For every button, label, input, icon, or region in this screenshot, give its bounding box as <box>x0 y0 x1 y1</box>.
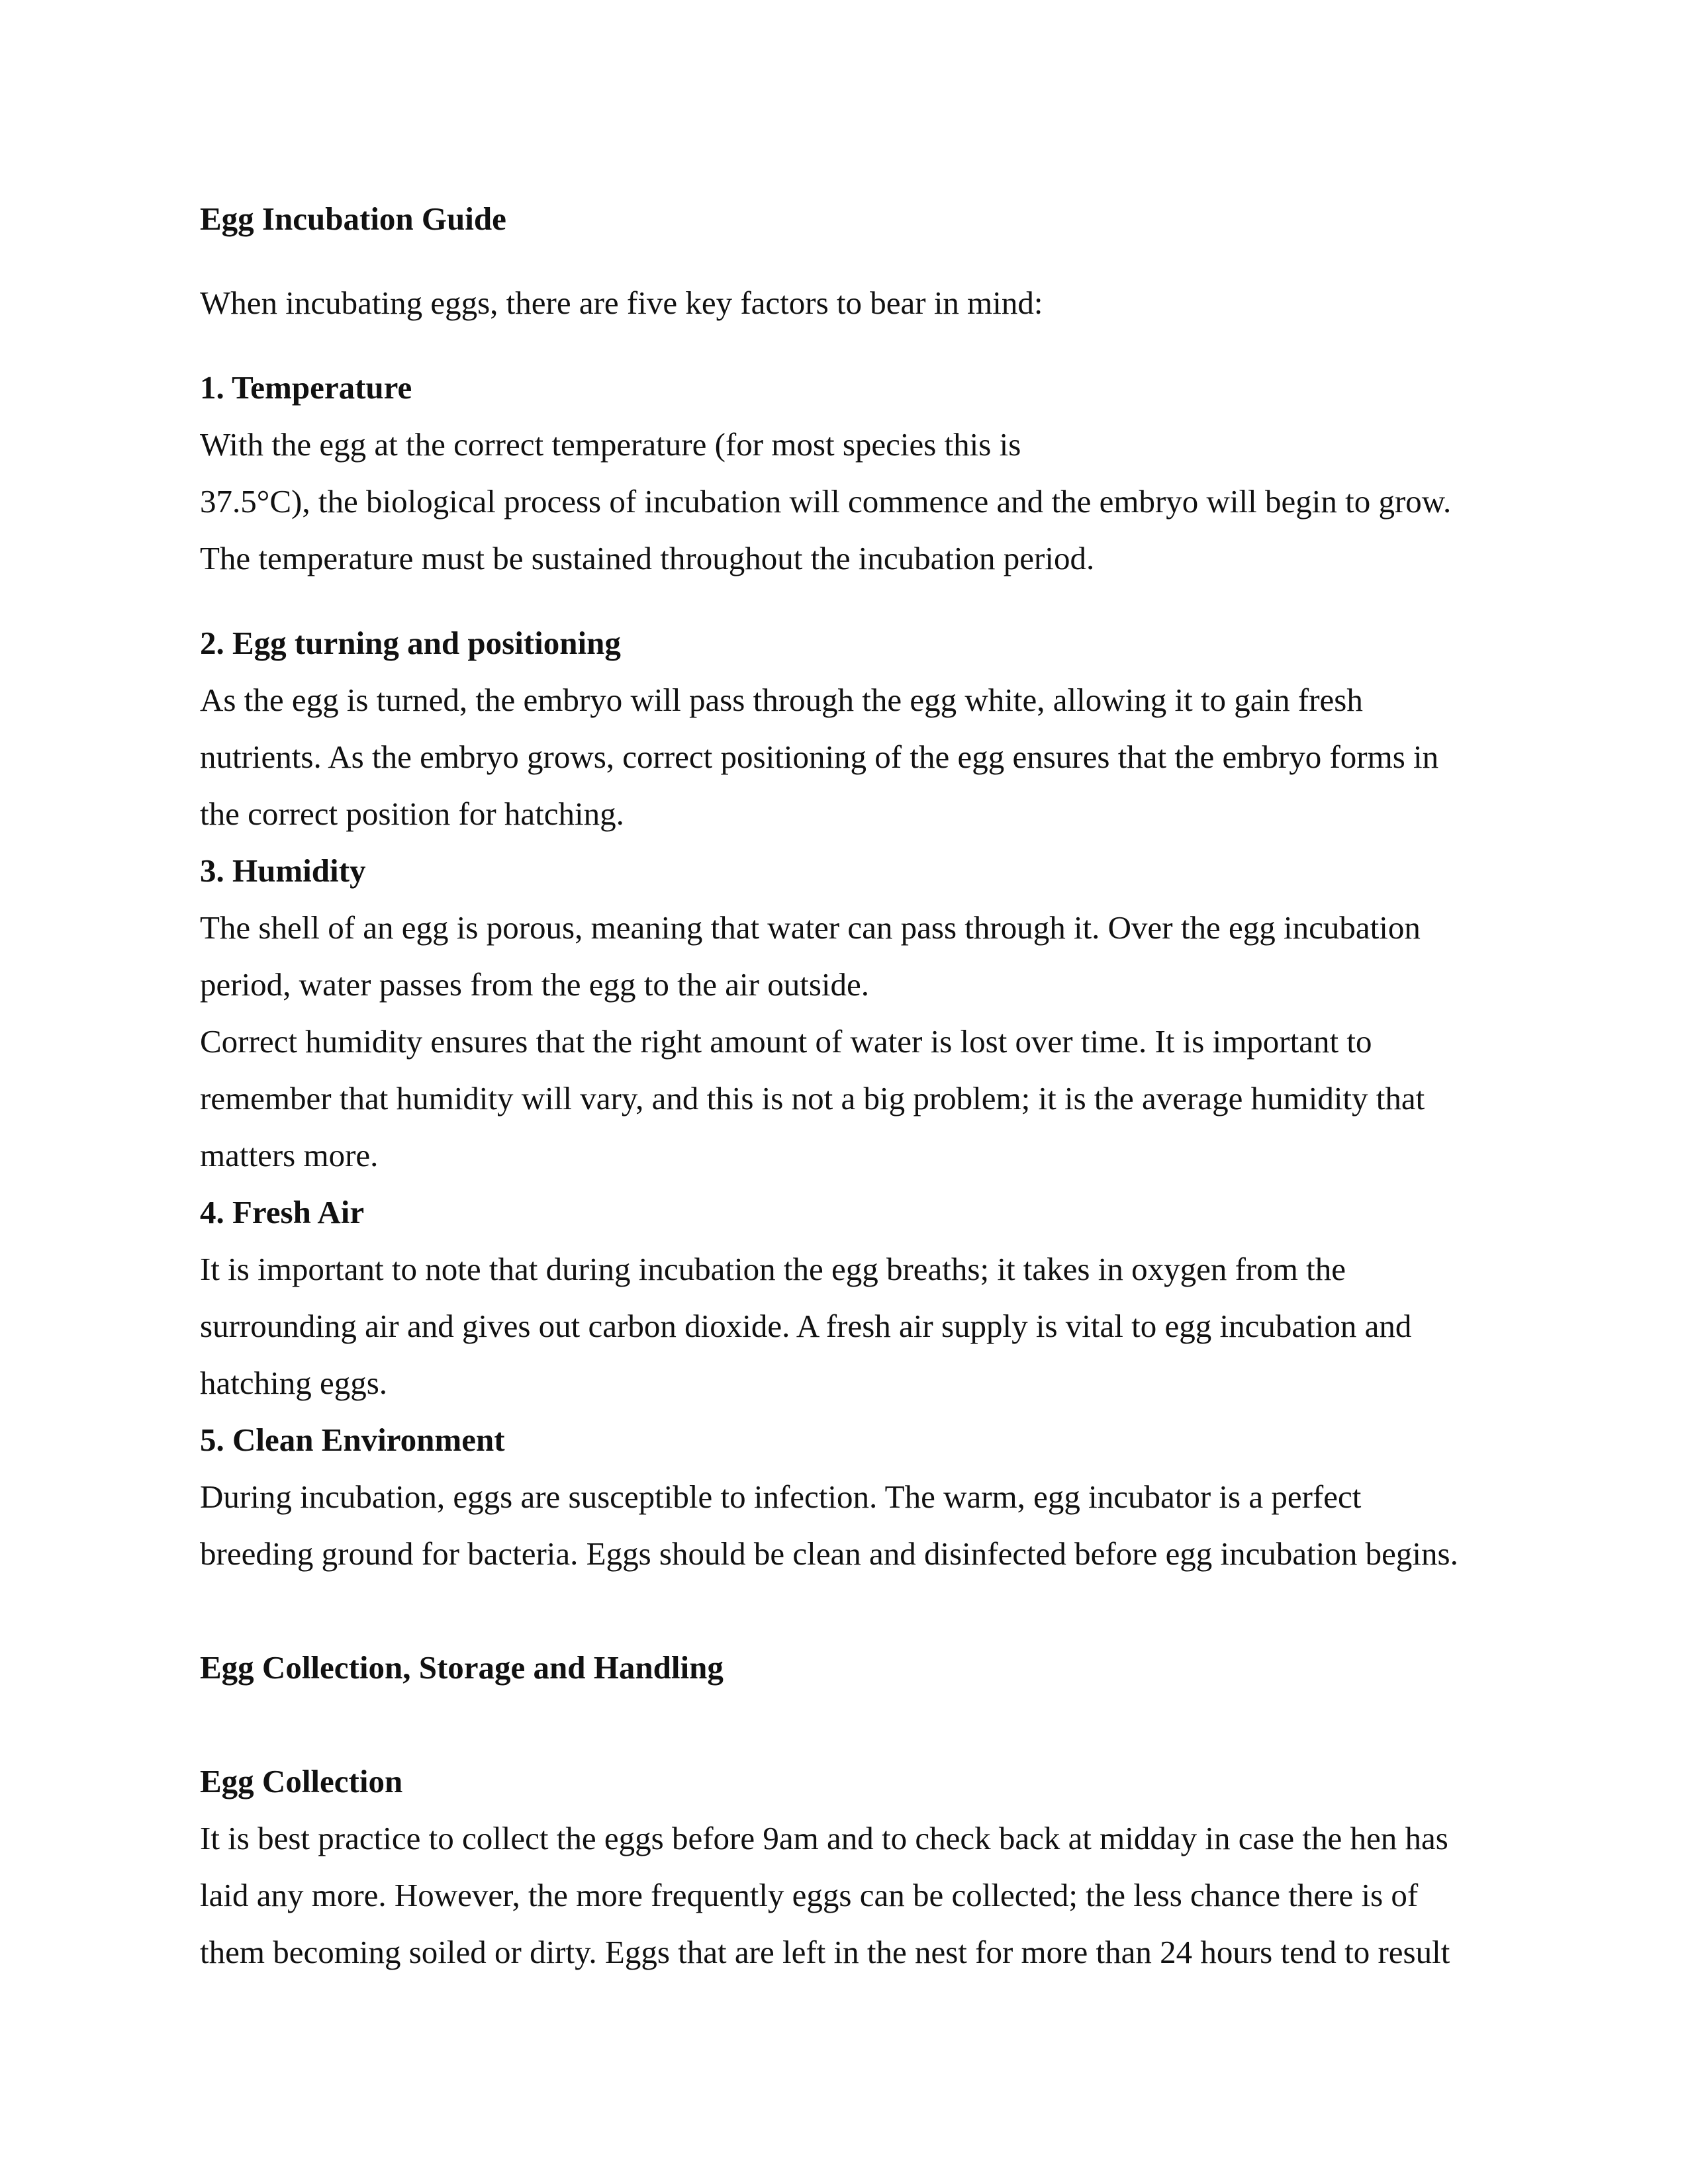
section-heading-humidity: 3. Humidity <box>200 852 366 889</box>
paragraph-line: surrounding air and gives out carbon dioxide. A fresh air supply is vital to egg incubation and <box>200 1308 1412 1344</box>
section-heading-clean-environment: 5. Clean Environment <box>200 1422 505 1458</box>
section-heading-egg-turning: 2. Egg turning and positioning <box>200 625 621 661</box>
paragraph-line: It is important to note that during incubation the egg breaths; it takes in oxygen from the <box>200 1251 1346 1287</box>
section-heading-temperature: 1. Temperature <box>200 369 412 406</box>
paragraph-line: remember that humidity will vary, and this is not a big problem; it is the average humidity that <box>200 1080 1425 1116</box>
paragraph-line: 37.5°C), the biological process of incubation will commence and the embryo will begin to grow. <box>200 483 1452 520</box>
paragraph-line: the correct position for hatching. <box>200 796 624 832</box>
section-heading-fresh-air: 4. Fresh Air <box>200 1194 365 1230</box>
section-title-egg-collection-storage: Egg Collection, Storage and Handling <box>200 1649 724 1686</box>
paragraph-line: With the egg at the correct temperature (for most species this is <box>200 426 1021 463</box>
paragraph-line: hatching eggs. <box>200 1365 388 1401</box>
paragraph-line: Correct humidity ensures that the right amount of water is lost over time. It is important to <box>200 1023 1372 1060</box>
paragraph-line: laid any more. However, the more frequently eggs can be collected; the less chance there is of <box>200 1877 1419 1913</box>
paragraph-line: nutrients. As the embryo grows, correct positioning of the egg ensures that the embryo forms in <box>200 739 1439 775</box>
document-title: Egg Incubation Guide <box>200 201 506 237</box>
paragraph-line: period, water passes from the egg to the air outside. <box>200 966 870 1003</box>
paragraph-line: breeding ground for bacteria. Eggs should be clean and disinfected before egg incubation begins. <box>200 1535 1458 1572</box>
paragraph-line: matters more. <box>200 1137 379 1173</box>
paragraph-line: The shell of an egg is porous, meaning that water can pass through it. Over the egg incubation <box>200 909 1421 946</box>
section-heading-egg-collection: Egg Collection <box>200 1763 403 1799</box>
paragraph-line: them becoming soiled or dirty. Eggs that are left in the nest for more than 24 hours tend to result <box>200 1934 1450 1970</box>
paragraph-line: The temperature must be sustained throughout the incubation period. <box>200 540 1095 576</box>
paragraph-line: It is best practice to collect the eggs before 9am and to check back at midday in case the hen has <box>200 1820 1448 1856</box>
paragraph-line: As the egg is turned, the embryo will pass through the egg white, allowing it to gain fresh <box>200 682 1363 718</box>
paragraph-line: During incubation, eggs are susceptible to infection. The warm, egg incubator is a perfect <box>200 1479 1362 1515</box>
intro-paragraph: When incubating eggs, there are five key factors to bear in mind: <box>200 285 1043 321</box>
